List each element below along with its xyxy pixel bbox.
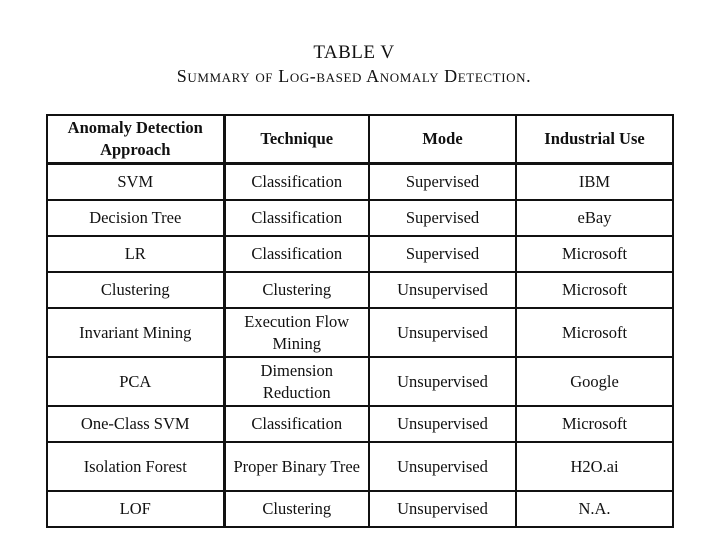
- table-row: [47, 272, 673, 308]
- cell-mode: Unsupervised: [369, 406, 516, 442]
- cell-industrial-use: Microsoft: [516, 406, 673, 442]
- header-mode: Mode: [369, 115, 516, 164]
- table-row: [47, 308, 673, 357]
- cell-mode: Unsupervised: [369, 357, 516, 406]
- cell-mode: Unsupervised: [369, 491, 516, 527]
- cell-approach: Decision Tree: [47, 200, 224, 236]
- table-row: [47, 406, 673, 442]
- cell-technique: Classification: [224, 236, 369, 272]
- cell-technique: Dimension Reduction: [224, 357, 369, 406]
- cell-industrial-use: Microsoft: [516, 272, 673, 308]
- cell-industrial-use: IBM: [516, 164, 673, 201]
- cell-approach: LOF: [47, 491, 224, 527]
- table-number: TABLE V: [313, 42, 395, 63]
- cell-industrial-use: Microsoft: [516, 308, 673, 357]
- table-title: Summary of Log-based Anomaly Detection.: [176, 66, 532, 86]
- cell-mode: Unsupervised: [369, 272, 516, 308]
- anomaly-detection-table: [46, 114, 674, 528]
- cell-mode: Supervised: [369, 164, 516, 201]
- header-approach: Anomaly Detection Approach: [47, 115, 224, 164]
- cell-mode: Unsupervised: [369, 442, 516, 491]
- table-row: [47, 442, 673, 491]
- cell-approach: Clustering: [47, 272, 224, 308]
- header-industrial-use: Industrial Use: [516, 115, 673, 164]
- table-header-row: [47, 115, 673, 164]
- cell-industrial-use: Microsoft: [516, 236, 673, 272]
- cell-technique: Proper Binary Tree: [224, 442, 369, 491]
- cell-industrial-use: N.A.: [516, 491, 673, 527]
- cell-approach: Isolation Forest: [47, 442, 224, 491]
- cell-approach: LR: [47, 236, 224, 272]
- cell-mode: Supervised: [369, 200, 516, 236]
- table-row: [47, 164, 673, 201]
- cell-technique: Clustering: [224, 272, 369, 308]
- cell-technique: Classification: [224, 164, 369, 201]
- cell-approach: Invariant Mining: [47, 308, 224, 357]
- cell-approach: SVM: [47, 164, 224, 201]
- cell-technique: Classification: [224, 406, 369, 442]
- cell-technique: Clustering: [224, 491, 369, 527]
- cell-technique: Execution Flow Mining: [224, 308, 369, 357]
- cell-approach: PCA: [47, 357, 224, 406]
- cell-approach: One-Class SVM: [47, 406, 224, 442]
- header-technique: Technique: [224, 115, 369, 164]
- cell-technique: Classification: [224, 200, 369, 236]
- cell-mode: Supervised: [369, 236, 516, 272]
- table-row: [47, 491, 673, 527]
- cell-mode: Unsupervised: [369, 308, 516, 357]
- table-row: [47, 357, 673, 406]
- table-row: [47, 236, 673, 272]
- cell-industrial-use: H2O.ai: [516, 442, 673, 491]
- cell-industrial-use: eBay: [516, 200, 673, 236]
- table-row: [47, 200, 673, 236]
- cell-industrial-use: Google: [516, 357, 673, 406]
